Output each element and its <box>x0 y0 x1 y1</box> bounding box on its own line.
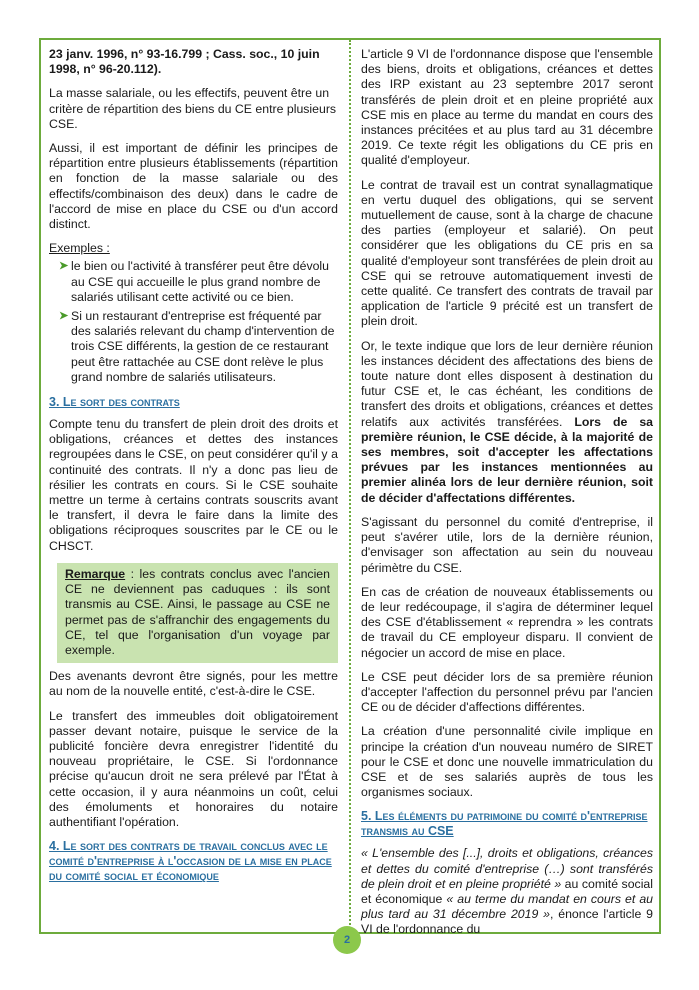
citation-paragraph: 23 janv. 1996, n° 93-16.799 ; Cass. soc., 10 juin 1998, n° 96-20.112). <box>49 47 320 77</box>
page-number-badge: 2 <box>333 926 361 954</box>
section-heading-5: 5. Les éléments du patrimoine du comité d'entreprise transmis au CSE <box>361 809 648 839</box>
examples-title: Exemples : <box>49 241 110 256</box>
paragraph: Or, le texte indique que lors de leur dernière réunion les instances décident des affectations des biens de toute nature dont elles disposent à destination du futur CSE et, le cas échéant, les conditions de transfert des droits et obligations, créances et dettes relatifs aux activités transférées. Lors de sa première réunion, le CSE décide, à la majorité de ses membres, soit d'accepter les affectations prévues par les instances mentionnées au premier alinéa lors de leur dernière réunion, soit de décider d'affectations différentes. <box>361 338 653 505</box>
section-heading-4: 4. Le sort des contrats de travail conclus avec le comité d'entreprise à l'occasion de la mise en place du comité social et économique <box>49 839 332 884</box>
left-column <box>49 47 338 891</box>
paragraph: La masse salariale, ou les effectifs, peuvent être un critère de répartition des biens du CE entre plusieurs CSE. <box>49 86 337 131</box>
note-box: Remarque : les contrats conclus avec l'ancien CE ne deviennent pas caduques : ils sont transmis au CSE. Ainsi, le passage au CSE ne permet pas de s'affranchir des engagements du CE, tel que l'organisation d'un voyage par exemple. <box>57 563 338 663</box>
paragraph: Le CSE peut décider lors de sa première réunion d'accepter l'affection du personnel prévu par l'ancien CE ou de décider d'affections différentes. <box>361 669 653 715</box>
paragraph: L'article 9 VI de l'ordonnance dispose que l'ensemble des biens, droits et obligations, créances et dettes des IRP existant au 23 septembre 2017 seront transférés de plein droit et en pleine propriété aux CSE mis en place au terme du mandat en cours des instances précitées et au plus tard au 31 décembre 2019. Ce texte régit les obligations du CE pris en qualité d'employeur. <box>361 47 653 168</box>
paragraph: Aussi, il est important de définir les principes de répartition entre plusieurs établissements (répartition en fonction de la masse salariale ou des effectifs/combinaison des deux) dans le cadre de l'accord de mise en place du CSE ou d'un accord distinct. <box>49 141 338 232</box>
note-title: Remarque <box>65 566 126 581</box>
paragraph: En cas de création de nouveaux établissements ou de leur redécoupage, il s'agira de déterminer lequel des CSE d'établissement « reprendra » les contrats de travail du CE employeur disparu. Il convient de négocier un accord de mise en place. <box>361 584 653 660</box>
paragraph: S'agissant du personnel du comité d'entreprise, il peut s'avérer utile, lors de la dernière réunion, d'envisager son affectation au sein du nouveau périmètre du CSE. <box>361 514 653 575</box>
paragraph: Le transfert des immeubles doit obligatoirement passer devant notaire, puisque le service de la publicité foncière devra enregistrer l'identité du nouveau propriétaire, le CSE. Si l'ordonnance précise qu'aucun droit ne sera prélevé par l'État à cette occasion, il y aura néanmoins un coût, celui des émoluments et honoraires du notaire authentifiant l'opération. <box>49 708 338 829</box>
arrow-bullet-icon: ➤ <box>59 310 69 323</box>
column-divider <box>349 40 351 932</box>
paragraph: Le contrat de travail est un contrat synallagmatique en vertu duquel des obligations, qui se servent mutuellement de cause, sont à la charge de chacune des parties (employeur et salarié). On peut considérer que les obligations du CE pris en sa qualité d'employeur sont transférées de plein droit au CSE qui se retrouve automatiquement investi de cette qualité. Ce transfert des contrats de travail par application de l'article 9 précité est un transfert de plein droit. <box>361 177 653 329</box>
paragraph: « L'ensemble des [...], droits et obligations, créances et dettes du comité d'entreprise (…) sont transférés de plein droit et en pleine propriété » au comité social et économique « au terme du mandat en cours et au plus tard au 31 décembre 2019 », énonce l'article 9 VI de l'ordonnance du <box>361 846 653 937</box>
list-item: ➤ Si un restaurant d'entreprise est fréquenté par des salariés relevant du champ d'intervention de trois CSE différents, la gestion de ce restaurant peut être rattachée au CSE dont relève le plus grand nombre de salariés utilisateurs. <box>59 309 335 384</box>
list-item: ➤ le bien ou l'activité à transférer peut être dévolu au CSE qui accueille le plus grand nombre de salariés utilisant cette activité ou ce bien. <box>59 259 330 304</box>
section-heading-3: 3. Le sort des contrats <box>49 395 180 410</box>
right-column <box>361 47 653 947</box>
arrow-bullet-icon: ➤ <box>59 260 69 273</box>
paragraph: La création d'une personnalité civile implique en principe la création d'un nouveau numéro de SIRET pour le CSE et donc une nouvelle immatriculation du CSE et de ses salariés auprès de tous les organismes sociaux. <box>361 724 653 800</box>
paragraph: Des avenants devront être signés, pour les mettre au nom de la nouvelle entité, c'est-à-dire le CSE. <box>49 669 338 699</box>
paragraph: Compte tenu du transfert de plein droit des droits et obligations, créances et dettes des instances regroupées dans le CSE, on peut considérer qu'il y a continuité des contrats. Il n'y a donc pas lieu de résilier les contrats en cours. Si le CSE souhaite mettre un terme à certains contrats souscrits avant le transfert, il devra le faire dans la limite des obligations réciproques souscrites par le CE ou le CHSCT. <box>49 417 338 553</box>
